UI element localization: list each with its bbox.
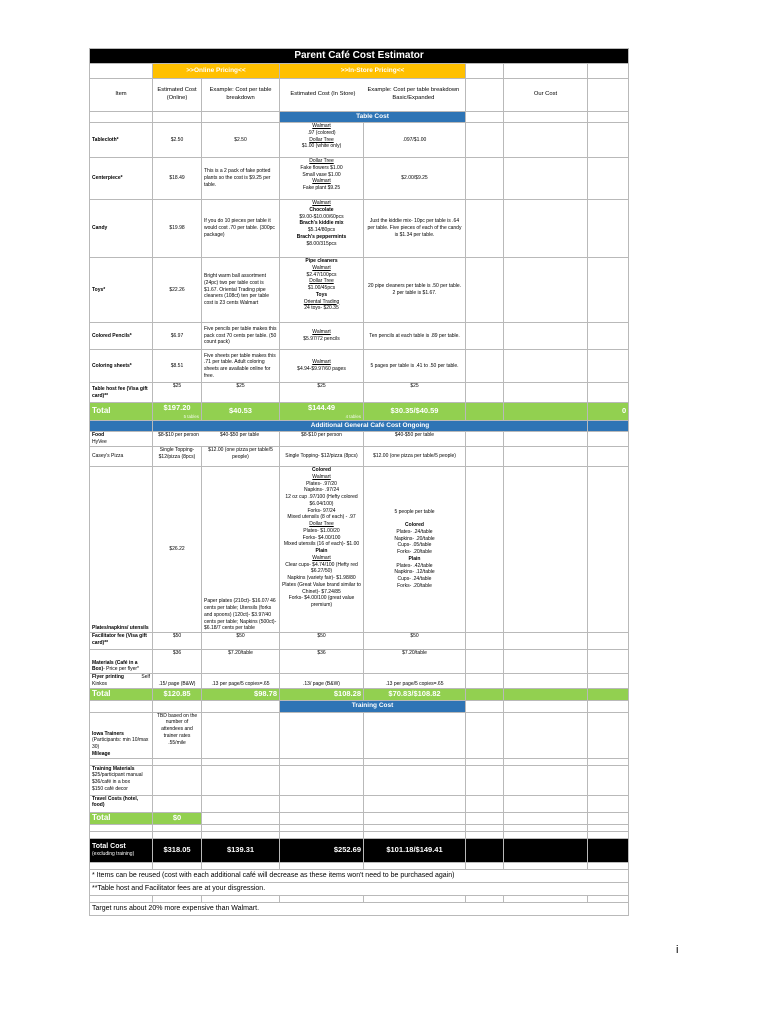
instore-example: $40-$50 per table bbox=[364, 432, 466, 447]
instore-line: Brach's kiddie mix bbox=[299, 220, 344, 227]
instore-line: Brach's peppermints bbox=[296, 233, 347, 240]
online-example: Five pencils per table makes this pack cost 70 cents per table. (50 count pack) bbox=[202, 323, 280, 350]
total-online-example: $40.53 bbox=[202, 403, 280, 421]
cost-table bbox=[89, 48, 629, 916]
online-example: .13 per page/5 copies=.65 bbox=[202, 674, 280, 689]
instore-line: Dollar Tree bbox=[309, 158, 334, 164]
instore-line: $5.14/80pcs bbox=[307, 227, 336, 233]
instore-cost: $25 bbox=[280, 383, 364, 403]
online-cost: $8-$10 per person bbox=[158, 432, 199, 438]
item-label: Centerpiece* bbox=[90, 158, 153, 200]
instore-example: $12.00 (one pizza per table/5 people) bbox=[364, 447, 466, 467]
instore-cost bbox=[280, 200, 364, 258]
instore-cost: $36 bbox=[280, 650, 364, 674]
page-mark: i bbox=[676, 944, 679, 956]
grand-total-instore-example: $101.18/$149.41 bbox=[364, 838, 466, 862]
item-label: Colored Pencils* bbox=[90, 323, 153, 350]
instore-cost bbox=[280, 158, 364, 200]
instore-example-line: Forks- .20/table bbox=[397, 549, 432, 556]
total-online-sub: 5 tables bbox=[183, 413, 199, 419]
item-label: Candy bbox=[90, 200, 153, 258]
instore-line: Walmart bbox=[312, 554, 331, 561]
instore-example: .097/$1.00 bbox=[364, 123, 466, 158]
online-cost: $50 bbox=[153, 633, 202, 650]
item-label bbox=[90, 712, 153, 758]
instore-example bbox=[364, 467, 466, 633]
online-cost: $6.97 bbox=[153, 323, 202, 350]
note-target: Target runs about 20% more expensive than Walmart. bbox=[90, 902, 629, 915]
instore-cost bbox=[280, 350, 364, 383]
instore-example-line: Napkins- .12/table bbox=[394, 569, 435, 576]
instore-cost: $8-$10 per person bbox=[280, 432, 364, 447]
instore-line: Walmart bbox=[312, 359, 331, 366]
header-item: Item bbox=[90, 79, 153, 112]
header-estimated-online: Estimated Cost (Online) bbox=[153, 79, 202, 112]
training-materials-line: $36/café in a box bbox=[92, 779, 131, 785]
trainers-online: TBD based on the number of attendees and trainer rates bbox=[156, 712, 198, 739]
flyer-self: Self bbox=[141, 674, 150, 680]
total-online-example: $98.78 bbox=[202, 688, 280, 700]
online-pricing-label: >>Online Pricing<< bbox=[153, 64, 280, 79]
total-label: Total bbox=[90, 403, 153, 421]
instore-line: Oriental Trading bbox=[303, 298, 340, 305]
hyvee-label: HyVee bbox=[92, 438, 107, 445]
cost-estimator-sheet bbox=[89, 48, 628, 916]
item-label bbox=[90, 674, 153, 689]
flyer-label: Flyer printing bbox=[92, 674, 124, 680]
instore-cost bbox=[280, 467, 364, 633]
instore-line: Plates- $1.00/20 bbox=[303, 527, 340, 534]
note-fees: **Table host and Facilitator fees are at your disgression. bbox=[90, 882, 629, 895]
instore-pricing-label: >>In-Store Pricing<< bbox=[280, 64, 466, 79]
instore-line: Napkins- .97/24 bbox=[303, 487, 340, 494]
header-example-online: Example: Cost per table breakdown bbox=[202, 79, 280, 112]
item-label: Coloring sheets* bbox=[90, 350, 153, 383]
instore-line: $4.94-$9.97/60 pages bbox=[297, 366, 346, 372]
item-label bbox=[90, 432, 153, 447]
instore-line: Toys bbox=[315, 291, 328, 298]
instore-example: Just the kiddie mix- 10pc per table is .64 per table. Five pieces of each of the candy is $1.34 per table. bbox=[364, 200, 466, 258]
online-cost: $2.50 bbox=[153, 123, 202, 158]
section-table-cost: Table Cost bbox=[280, 112, 466, 123]
sheet-title: Parent Café Cost Estimator bbox=[90, 49, 629, 64]
instore-example: $25 bbox=[364, 383, 466, 403]
instore-line: Colored bbox=[312, 467, 331, 473]
instore-line: Plain bbox=[315, 548, 328, 554]
table-row bbox=[90, 447, 629, 467]
instore-line: Small vase $1.00 bbox=[302, 171, 341, 178]
table-row bbox=[90, 158, 629, 200]
instore-example: Ten pencils at each table is .89 per table. bbox=[364, 323, 466, 350]
total-online bbox=[153, 403, 202, 421]
instore-example: $7.20/table bbox=[364, 650, 466, 674]
instore-line: Forks- 97/24 bbox=[307, 507, 336, 514]
section-additional: Additional General Café Cost Ongoing bbox=[153, 421, 588, 432]
instore-line: Fake flowers $1.00 bbox=[300, 164, 343, 171]
total-label: Total bbox=[90, 688, 153, 700]
online-example: Bright warm ball assortment (24pc) two per table cost is $1.67. Oriental Trading pipe cleaners (108ct) ten per table cost is 23 cents Walmart bbox=[202, 258, 280, 323]
online-cost: .15/ page (B&W) bbox=[153, 674, 202, 689]
online-example: If you do 10 pieces per table it would cost .70 per table. (300pc package) bbox=[202, 200, 280, 258]
instore-example: 5 pages per table is .41 to .50 per table. bbox=[364, 350, 466, 383]
online-cost: $26.22 bbox=[153, 467, 202, 633]
table-row bbox=[90, 123, 629, 158]
instore-line: $2.47/100pcs bbox=[306, 271, 337, 278]
table-row bbox=[90, 712, 629, 758]
instore-line: Dollar Tree bbox=[309, 521, 334, 527]
total-instore-example: $30.35/$40.59 bbox=[364, 403, 466, 421]
instore-example-line: Plain bbox=[408, 555, 421, 562]
instore-line: 24 toys- $20.35 bbox=[304, 305, 339, 312]
header-example-instore-sub: Basic/Expanded bbox=[392, 95, 435, 101]
total-instore bbox=[280, 403, 364, 421]
instore-line: Walmart bbox=[312, 123, 331, 129]
item-label: Plates/napkins/ utensils bbox=[90, 467, 153, 633]
instore-example-line: Napkins- .20/table bbox=[394, 535, 435, 542]
table-row bbox=[90, 650, 629, 674]
item-label bbox=[90, 765, 153, 795]
grand-total-title: Total Cost bbox=[92, 842, 126, 850]
instore-line: Walmart bbox=[312, 200, 331, 206]
online-example: $25 bbox=[202, 383, 280, 403]
online-cost: $36 bbox=[153, 650, 202, 674]
online-cost: $19.98 bbox=[153, 200, 202, 258]
instore-cost: Single Topping- $12/pizza (8pcs) bbox=[280, 447, 364, 467]
total-online-value: $197.20 bbox=[163, 403, 191, 413]
instore-line: Chocolate bbox=[309, 206, 334, 213]
header-estimated-instore-label: Estimated Cost (In Store) bbox=[290, 91, 356, 98]
instore-cost bbox=[280, 323, 364, 350]
item-label: Toys* bbox=[90, 258, 153, 323]
instore-example: $2.00/$9.25 bbox=[364, 158, 466, 200]
online-cost: $18.49 bbox=[153, 158, 202, 200]
instore-line: Pipe cleaners bbox=[305, 258, 338, 264]
online-example: Paper plates (210ct)- $16.07/ 46 cents per table; Utensils (forks and spoons) (120ct)- $3.97/40 cents per table; Napkins (500ct)- $6.18/7 cents per table bbox=[202, 467, 280, 633]
instore-line: Plates- .97/20 bbox=[306, 480, 337, 487]
instore-line: Forks- $4.00/100 bbox=[302, 534, 341, 541]
instore-example-line: Cups- .05/table bbox=[397, 542, 432, 549]
instore-line: Dollar Tree bbox=[309, 278, 334, 285]
instore-line: $8.00/315pcs bbox=[306, 240, 337, 247]
grand-total-row bbox=[90, 838, 629, 862]
instore-cost: $50 bbox=[280, 633, 364, 650]
online-example: $12.00 (one pizza per table/5 people) bbox=[202, 447, 280, 467]
online-cost bbox=[153, 712, 202, 758]
table-row bbox=[90, 258, 629, 323]
food-label: Food bbox=[92, 432, 105, 438]
instore-example-line: Plates- .42/table bbox=[396, 562, 433, 569]
item-label: Table host fee (Visa gift card)** bbox=[90, 383, 153, 403]
materials-label: Materials (Café in a Box) bbox=[92, 659, 138, 673]
instore-line: $1.00/45pcs bbox=[307, 285, 336, 291]
instore-example-line: Forks- .20/table bbox=[397, 582, 432, 589]
item-label: Travel Costs (hotel, food) bbox=[90, 795, 153, 812]
instore-example-line: 5 people per table bbox=[394, 509, 435, 516]
table-cost-total-row bbox=[90, 403, 629, 421]
online-cost: $8.51 bbox=[153, 350, 202, 383]
instore-example: $50 bbox=[364, 633, 466, 650]
table-row bbox=[90, 674, 629, 689]
instore-line: Clear cups- $4.74/100 (Hefty red $6.27/50) bbox=[285, 561, 358, 575]
instore-example-line: Cups- .24/table bbox=[397, 576, 432, 583]
table-row bbox=[90, 383, 629, 403]
instore-line: 12 oz cup .97/100 (Hefty colored $6.04/100) bbox=[285, 494, 358, 507]
item-label: Casey's Pizza bbox=[90, 447, 153, 467]
grand-total-online-example: $139.31 bbox=[202, 838, 280, 862]
instore-cost bbox=[280, 258, 364, 323]
table-row bbox=[90, 795, 629, 812]
grand-total-online: $318.05 bbox=[153, 838, 202, 862]
instore-line: Mixed utensils (16 of each)- $1.00 bbox=[283, 541, 360, 548]
instore-cost bbox=[280, 123, 364, 158]
table-row bbox=[90, 765, 629, 795]
total-instore-sub: 4 tables bbox=[345, 413, 361, 419]
training-materials-label: Training Materials bbox=[92, 765, 135, 772]
header-example-instore: Example: Cost per table breakdown bbox=[367, 87, 460, 94]
total-instore-example: $70.83/$108.82 bbox=[364, 688, 466, 700]
table-row bbox=[90, 323, 629, 350]
instore-line: Walmart bbox=[312, 178, 331, 185]
table-row bbox=[90, 432, 629, 447]
online-cost: $22.26 bbox=[153, 258, 202, 323]
table-row bbox=[90, 633, 629, 650]
instore-line: Forks- $4.00/100 (great value premium) bbox=[288, 595, 355, 608]
instore-line: Walmart bbox=[312, 329, 331, 336]
online-example: $2.50 bbox=[202, 123, 280, 158]
grand-total-instore: $252.69 bbox=[280, 838, 364, 862]
total-online: $0 bbox=[153, 812, 202, 824]
instore-example-line: Plates- .24/table bbox=[396, 528, 433, 535]
instore-example: .13 per page/5 copies=.65 bbox=[364, 674, 466, 689]
total-our-cost: 0 bbox=[588, 403, 629, 421]
total-instore-value: $144.49 bbox=[307, 403, 336, 413]
instore-line: .97 (colored) bbox=[307, 129, 336, 136]
instore-line: Dollar Tree bbox=[309, 136, 334, 143]
online-example: $7.20/table bbox=[202, 650, 280, 674]
trainers-label: Iowa Trainers bbox=[92, 730, 124, 737]
item-label bbox=[90, 650, 153, 674]
kinkos-label: Kinkos bbox=[92, 680, 108, 687]
table-row bbox=[90, 200, 629, 258]
training-materials-line: $150 café decor bbox=[92, 785, 128, 792]
online-cost: Single Topping- $12/pizza (8pcs) bbox=[153, 447, 202, 467]
note-reusable: * Items can be reused (cost with each additional café will decrease as these items won't need to be purchased again) bbox=[90, 869, 629, 882]
total-label: Total bbox=[90, 812, 153, 824]
instore-cost: .13/ page (B&W) bbox=[280, 674, 364, 689]
online-cost: $25 bbox=[153, 383, 202, 403]
mileage-online: .55/mile bbox=[168, 739, 186, 746]
materials-sub: - Price per flyer* bbox=[103, 666, 139, 673]
table-row bbox=[90, 467, 629, 633]
header-estimated-instore bbox=[280, 79, 466, 112]
instore-line: Napkins (variety fair)- $1.98/80 bbox=[287, 575, 356, 581]
instore-example-line: Colored bbox=[405, 522, 424, 529]
training-total-row bbox=[90, 812, 629, 824]
instore-example: 20 pipe cleaners per table is .50 per table. 2 per table is $1.67. bbox=[364, 258, 466, 323]
grand-total-sub: (excluding training) bbox=[92, 851, 135, 858]
online-example: Five sheets per table makes this .71 per table. Adult coloring sheets are available online for free. bbox=[202, 350, 280, 383]
total-instore: $108.28 bbox=[280, 688, 364, 700]
online-example: This is a 2 pack of fake potted plants so the cost is $9.25 per table. bbox=[202, 158, 280, 200]
online-example: $40-$50 per table bbox=[219, 432, 260, 438]
online-cell bbox=[153, 432, 280, 447]
table-row bbox=[90, 350, 629, 383]
instore-line: $1.00 (white only) bbox=[301, 143, 342, 150]
grand-total-label bbox=[90, 838, 153, 862]
instore-line: Walmart bbox=[312, 264, 331, 271]
instore-line: Plates (Great Value brand similar to Chinet)- $7.24/85 bbox=[282, 581, 361, 595]
item-label: Facilitator fee (Visa gift card)** bbox=[90, 633, 153, 650]
instore-line: $9.00-$10.00/60pcs bbox=[299, 213, 344, 220]
item-label: Tablecloth* bbox=[90, 123, 153, 158]
additional-total-row bbox=[90, 688, 629, 700]
online-example: $50 bbox=[202, 633, 280, 650]
trainers-sub: (Participants: min 10/max 30) bbox=[92, 737, 149, 750]
mileage-label: Mileage bbox=[92, 750, 111, 757]
instore-line: Walmart bbox=[312, 473, 331, 480]
section-training: Training Cost bbox=[280, 700, 466, 712]
total-online: $120.85 bbox=[153, 688, 202, 700]
instore-line: $5.97/72 pencils bbox=[303, 336, 340, 342]
instore-line: Fake plant $9.25 bbox=[302, 185, 341, 191]
instore-line: Mixed utensils (8 of each) - .97 bbox=[287, 514, 356, 521]
header-our-cost: Our Cost bbox=[504, 79, 588, 112]
training-materials-line: $25/participant manual bbox=[92, 772, 143, 779]
